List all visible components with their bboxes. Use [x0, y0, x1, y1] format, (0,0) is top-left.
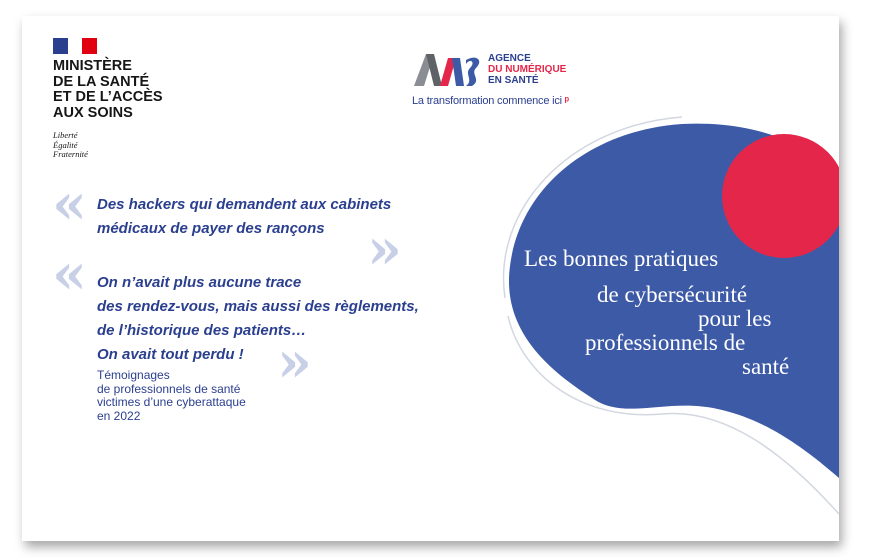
- open-quote-icon: «: [52, 241, 87, 307]
- republic-motto: Liberté Égalité Fraternité: [53, 130, 88, 159]
- title-line-1: Les bonnes pratiques: [524, 246, 719, 271]
- quote-2: On n’avait plus aucune trace des rendez-vous, mais aussi des règlements, de l’historique des patients… On avait tout perdu !: [97, 274, 419, 363]
- title-line-5: santé: [742, 354, 790, 379]
- close-quote-icon: »: [277, 329, 312, 395]
- testimony-credit: Témoignages de professionnels de santé victimes d’une cyberattaque en 2022: [97, 368, 246, 423]
- french-flag-icon: [53, 38, 97, 54]
- close-quote-icon: »: [367, 216, 402, 282]
- ministry-name: MINISTÈRE DE LA SANTÉ ET DE L’ACCÈS AUX SOINS: [53, 58, 163, 121]
- agency-tagline: La transformation commence ici ᵖ: [412, 95, 569, 107]
- open-quote-icon: «: [52, 171, 87, 237]
- title-line-3: pour les: [698, 306, 772, 331]
- location-pin-icon: ᵖ: [564, 95, 569, 107]
- title-line-2: de cybersécurité: [597, 282, 748, 307]
- slide-card: [22, 16, 839, 541]
- quote-1: Des hackers qui demandent aux cabinets médicaux de payer des rançons: [97, 196, 392, 237]
- agency-name: AGENCE DU NUMÉRIQUE EN SANTÉ: [488, 53, 567, 86]
- ans-logo-icon: [412, 52, 486, 88]
- title-line-4: professionnels de: [585, 330, 746, 355]
